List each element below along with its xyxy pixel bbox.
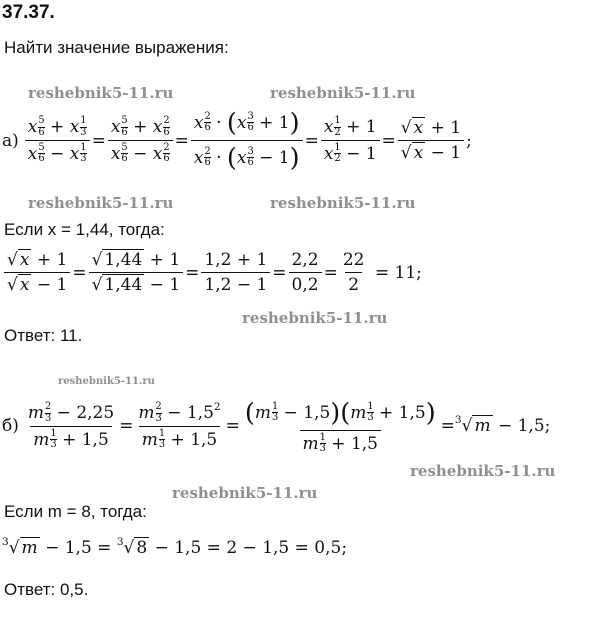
part-a-label: а) (2, 130, 19, 151)
part-a-calculation: $\frac{√ x + 1}{√ x - 1}$ = $\frac{√ 1,44 + 1}{√ 1,44 - 1}$ = $\frac{1,2 + 1}{1,2 - 1}$ = $\frac{2,2}{0,2}$ = $\frac{22}{2}$ = 11; (2, 250, 422, 295)
watermark: reshebnik5-11.ru (28, 194, 174, 212)
part-a-condition: Если x = 1,44, тогда: (4, 220, 165, 239)
watermark: reshebnik5-11.ru (242, 309, 388, 327)
part-b-condition: Если m = 8, тогда: (4, 502, 147, 521)
watermark: reshebnik5-11.ru (172, 484, 318, 502)
instruction-text: Найти значение выражения: (4, 38, 229, 57)
part-a-equation: а) x $\frac{5}{6}$ + x $\frac{1}{3}$ x $\frac{5}{6}$ − x $\frac{1}{3}$ = x $\frac{5}{6}$ + x $\frac{2}{6}$ x $\frac{5}{6}$ − x $\frac{2}{6}$ = x $\frac{2}{6}$ · (x $\frac{3}{6}$ + 1) x $\frac{2}{6}$ · (x $\frac{3}{6}$ − 1) = x $\frac{1}{2}$ + 1 x $\frac{1}{2}$ − 1 = $\frac{√ x + 1}{√ x - 1}$ ; (2, 108, 472, 173)
part-b-calculation: $^3$√ m − 1,5 = $^3$√ 8 − 1,5 = 2 − 1,5 = 0,5; (2, 536, 348, 558)
watermark: reshebnik5-11.ru (28, 84, 174, 102)
problem-number: 37.37. (2, 2, 55, 23)
watermark: reshebnik5-11.ru (58, 376, 155, 387)
watermark: reshebnik5-11.ru (270, 84, 416, 102)
part-b-answer: Ответ: 0,5. (4, 580, 89, 599)
part-b-label: б) (2, 416, 19, 437)
part-b-equation: б) m $\frac{2}{3}$ − 2,25 m $\frac{1}{3}$ + 1,5 = m $\frac{2}{3}$ − $1,5^2$ m $\frac{1}{3}$ + 1,5 = (m $\frac{1}{3}$ − 1,5)(m $\frac{1}{3}$ + 1,5) m $\frac{1}{3}$ + 1,5 = $^3$√ m − 1,5; (2, 398, 551, 455)
watermark: reshebnik5-11.ru (410, 462, 556, 480)
part-a-answer: Ответ: 11. (4, 326, 83, 345)
watermark: reshebnik5-11.ru (270, 194, 416, 212)
